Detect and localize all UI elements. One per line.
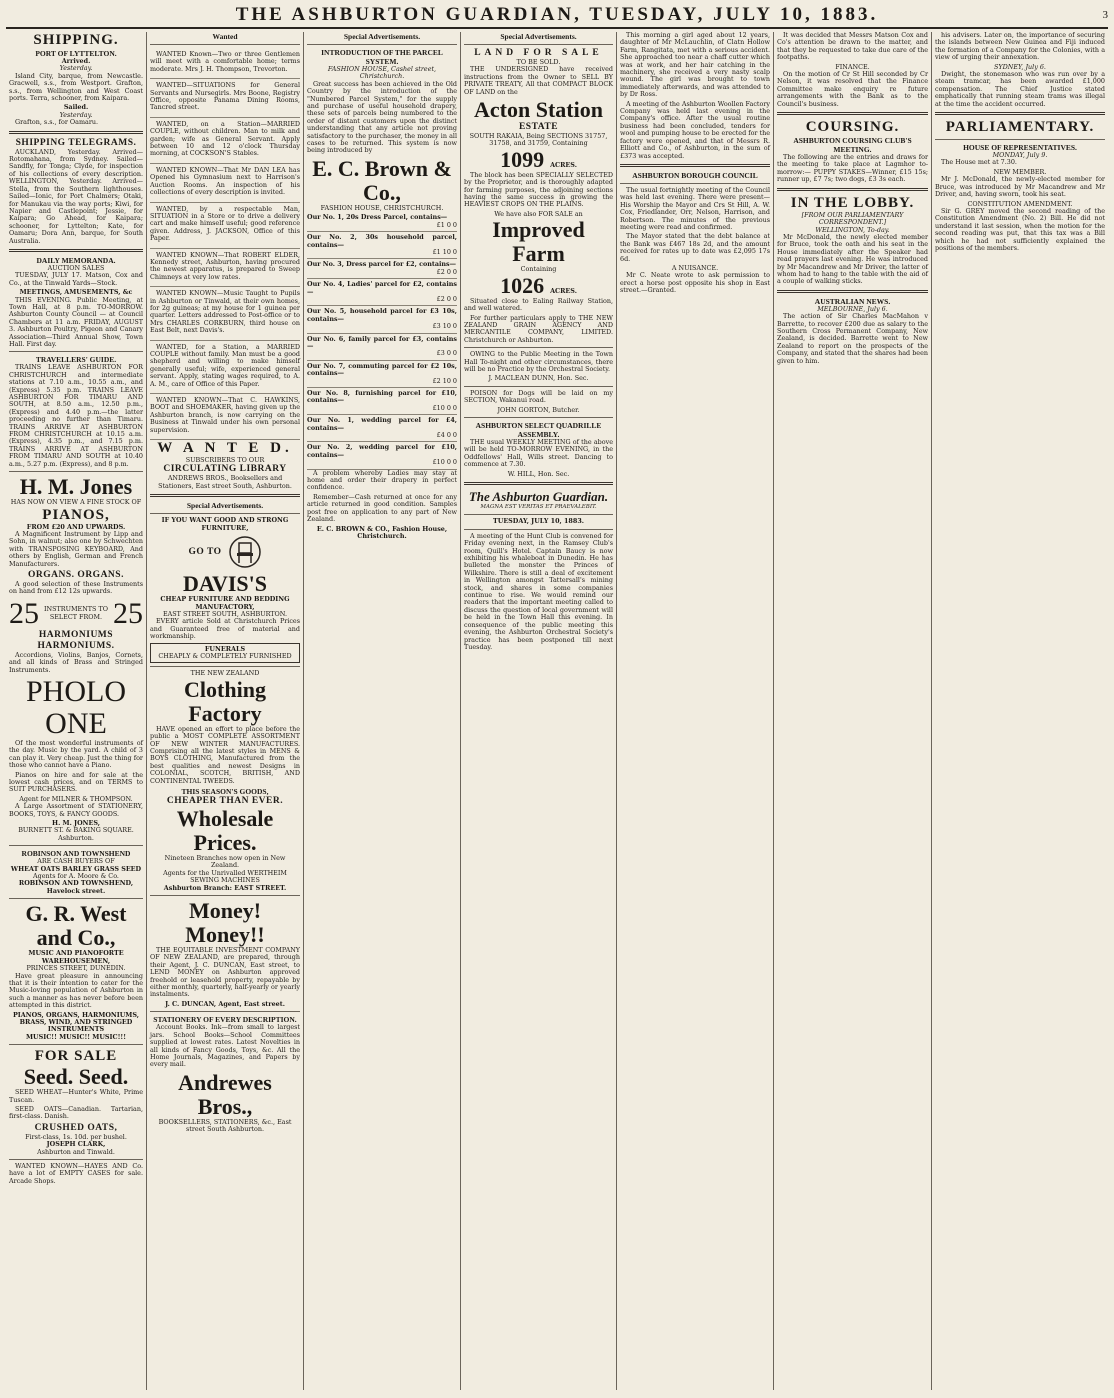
parcel-total: £3 0 0 xyxy=(436,349,457,358)
money-heading: Money! Money!! xyxy=(185,898,265,948)
wanted-ad-text: WANTED, for a Station, a MARRIED COUPLE without family. Man must be a good shepherd and willing to make himself generally useful; wife, experienced general servant. Apply, stating wages required, to A. A. M., care of Office of this Paper. xyxy=(150,342,300,388)
acres-number: 1099 xyxy=(500,146,545,172)
robinson-agents: Agents for A. Moore & Co. xyxy=(33,872,119,881)
improved-pre: We have also FOR SALE an xyxy=(494,209,583,218)
funerals-sub: CHEAPLY & COMPLETELY FURNISHED xyxy=(158,651,292,660)
coursing-heading: COURSING. xyxy=(805,119,900,136)
improved-heading: Improved Farm xyxy=(492,217,585,267)
house-heading: HOUSE OF REPRESENTATIVES. xyxy=(963,143,1077,153)
borough-text: The usual fortnightly meeting of the Council was held last evening. There were present—His Worship the Mayor and Crs St Hill, A. W. Cox, Friedlander, Orr, Nelson, Harrison, and Robertson. The minutes of the previous meeting were read and confirmed. xyxy=(620,185,770,231)
wanted-ad-text: WANTED KNOWN—That C. HAWKINS, BOOT and SHOEMAKER, having given up the Ashburton branch, is now carrying on the Business at Tinwald under his own personal supervision. xyxy=(150,396,300,434)
rule xyxy=(9,845,143,846)
jones-signature: H. M. JONES, xyxy=(52,819,100,828)
parcel-label: Our No. 8, furnishing parcel for £10, contains— xyxy=(307,389,457,405)
brown-name: E. C. Brown & Co., xyxy=(312,155,452,205)
rule xyxy=(464,529,613,530)
robinson-signature: ROBINSON AND TOWNSHEND, Havelock street. xyxy=(18,879,134,895)
newspaper-page xyxy=(6,4,1108,1392)
guardian-title: The Ashburton Guardian. xyxy=(468,489,609,504)
robinson-heading: ROBINSON AND TOWNSHEND xyxy=(21,849,131,859)
travellers-heading: TRAVELLERS' GUIDE. xyxy=(35,355,117,365)
parcel-entry xyxy=(307,388,457,415)
jones-sub: HAS NOW ON VIEW A FINE STOCK OF xyxy=(10,498,142,507)
parcel-entry xyxy=(307,279,457,306)
wanted-ad-text: WANTED, by a respectable Man, SITUATION in a Store or to drive a delivery cart and make himself useful; good reference given. Address, J. JACKSON, Office of this Paper. xyxy=(150,204,300,243)
parcel-heading: INTRODUCTION OF THE PARCEL SYSTEM. xyxy=(321,48,443,66)
parcel-total: £4 0 0 xyxy=(436,431,457,440)
constitution-heading: CONSTITUTION AMENDMENT. xyxy=(967,199,1073,208)
wanted-ad-text: WANTED, on a Station—MARRIED COUPLE, without children. Man to milk and garden; wife as General Servant. Apply between 10 and 12 o'clock Thursday morning, at COCKSON'S Stables. xyxy=(150,119,300,158)
lobby-sub: [FROM OUR PARLIAMENTARY CORRESPONDENT.] xyxy=(801,210,904,227)
column-2 xyxy=(147,32,303,1390)
masthead-title: THE ASHBURTON GUARDIAN, TUESDAY, JULY 10, 1883. xyxy=(235,4,879,25)
column-4 xyxy=(461,32,616,1390)
parcel-entry xyxy=(307,361,457,388)
coursing-text: The following are the entries and draws for the meeting to take place at Lagmhor to-morrow:— PUPPY STAKES—Winner, £15 15s; runner up, £7 7s; two dogs, £3 3s each. xyxy=(777,153,928,184)
finance-text: On the motion of Cr St Hill seconded by Cr Nelson, it was resolved that the Finance Committee make enquiry re future arrangements with the Bank as to the Council's business. xyxy=(777,70,928,108)
parcel-entry xyxy=(307,212,457,232)
nuisance-heading: A NUISANCE. xyxy=(671,263,719,272)
ashburton-branch: Ashburton Branch: EAST STREET. xyxy=(163,883,287,892)
instruments-count-right: 25 xyxy=(113,596,143,630)
brown-signature: E. C. BROWN & CO., Fashion House, Christchurch. xyxy=(316,524,448,540)
rule xyxy=(9,249,143,252)
davis-intro: IF YOU WANT GOOD AND STRONG FURNITURE, xyxy=(161,516,289,532)
parcel-total: £10 0 0 xyxy=(432,458,457,467)
stationery-heading: STATIONERY OF EVERY DESCRIPTION. xyxy=(153,1015,297,1025)
west-pianos: PIANOS, ORGANS, HARMONIUMS, BRASS, WIND, AND STRINGED INSTRUMENTS xyxy=(12,1010,139,1034)
andrews-sub: BOOKSELLERS, STATIONERS, &c., East street South Ashburton. xyxy=(158,1117,292,1134)
quadrille-heading: ASHBURTON SELECT QUADRILLE ASSEMBLY. xyxy=(475,420,602,439)
remember-text: Remember—Cash returned at once for any article returned in good condition. Samples post free on application to any part of New Zealand. xyxy=(307,492,457,524)
pholo-text: Of the most wonderful instruments of the day. Music by the yard. A child of 3 can play it. Very cheap. Just the thing for those who cannot have a Piano. xyxy=(9,738,143,770)
harmoniums-heading: HARMONIUMS HARMONIUMS. xyxy=(37,629,115,651)
wanted-ad-text: WANTED Known—Two or three Gentlemen will meet with a comfortable home; terms moderate. Mrs J. H. Thompson, Trevorton. xyxy=(150,50,300,73)
nuisance-text: Mr C. Neate wrote to ask permission to erect a horse post opposite his shop in East street.—Granted. xyxy=(620,271,770,295)
coursing-sub: ASHBURTON COURSING CLUB'S MEETING. xyxy=(793,136,912,155)
parcel-total: £2 0 0 xyxy=(436,267,457,276)
wanted-ad-text: WANTED KNOWN—Music Taught to Pupils in Ashburton or Tinwald, at their own homes, for 2g guineas; at my house for 1 guinea per quarter. Letters addressed to Post-office or to Mrs CHARLES CORKBURN, third house on East Belt, next Davis's. xyxy=(150,289,300,335)
column-1 xyxy=(6,32,146,1390)
davis-sub: CHEAP FURNITURE AND BEDDING MANUFACTORY, xyxy=(160,595,290,611)
acres-label: ACRES. xyxy=(550,160,577,169)
telegrams-text: AUCKLAND, Yesterday. Arrived—Rotomahana, from Sydney. Sailed—Sandfly, for Tonga; Clyde, for inspection of his collections of every description. WELLINGTON, Yesterday. Arrived—Stella, from the Southern lighthouses. Sailed—Ionic, for Port Chalmers; Otaki, for Manukau via the way ports; Kiwi, for Napier and Castlepoint; Jessie, for Kaipara; Go Ahead, for Kaipara; schooner, for Lyttelton; Kate, for Oamaru; Dora Ann, barque, for South Australia. xyxy=(9,147,143,245)
house-date: MONDAY, July 9. xyxy=(992,151,1048,160)
land-heading: LAND FOR SALE xyxy=(474,48,603,58)
leader-text: A meeting of the Hunt Club is convened for Friday evening next, in the Ramsey Club's room, Quill's Hotel. Captain Baucy is now exhibiting his whaleboat in Dunedin. He has bulleted the monster the Princes of Wilkshire. There is still a deal of excitement in Wellington amongst Tattersall's mining stock, and shares in some companies continue to rise. We would remind our readers that the important meeting called to discuss the question of local government will be held in the Town Hall this evening. In consequence of the public meeting this evening, the Ashburton Orchestral Society's practice has been postponed till next Tuesday. xyxy=(464,531,613,651)
estate-sub: SOUTH RAKAIA, Being SECTIONS 31757, 31758, and 31759, Containing xyxy=(469,132,608,148)
west-name: G. R. West and Co., xyxy=(25,901,127,951)
parcel-total: £2 10 0 xyxy=(432,376,457,385)
parcel-entry xyxy=(307,259,457,279)
quadrille-signature: W. HILL, Hon. Sec. xyxy=(507,469,570,478)
crushed-sub: First-class, 1s. 10d. per bushel. xyxy=(25,1132,127,1141)
instruments-text: INSTRUMENTS TO SELECT FROM. xyxy=(44,605,108,621)
special-heading: Special Advertisements. xyxy=(343,32,421,41)
parcel-label: Our No. 3, Dress parcel for £2, contains— xyxy=(307,260,457,269)
agency-text: For further particulars apply to THE NEW ZEALAND GRAIN AGENCY AND MERCANTILE COMPANY, LIMITED. Christchurch or Ashburton. xyxy=(464,313,613,344)
improved-sub: Containing xyxy=(520,265,557,274)
engineer-text: The Mayor stated that the debt balance at the Bank was £467 18s 2d, and the amount received for rates up to date was £2,095 17s 6d. xyxy=(620,232,770,263)
agent-text: Agent for MILNER & THOMPSON. xyxy=(19,794,133,803)
column-5 xyxy=(617,32,773,1390)
wanted-heading: Wanted xyxy=(212,32,238,41)
rule xyxy=(9,1159,143,1160)
rule xyxy=(464,482,613,485)
col6-text-a: It was decided that Messrs Matson Cox and Co's attention be drawn to the matter, and that they be requested to take due care of the footpaths. xyxy=(777,32,928,62)
improved-acres: 1026 xyxy=(500,272,545,298)
wanted-ad xyxy=(150,79,300,118)
pholo-heading: PHOLO ONE xyxy=(25,674,126,740)
finance-heading: FINANCE. xyxy=(835,62,870,71)
estate-heading: ESTATE xyxy=(518,122,559,133)
wanted-ad-text: WANTED KNOWN—That ROBERT ELDER, Kennedy street, Ashburton, having procured the newest apparatus, is prepared to Sweep Chimneys at very low rates. xyxy=(150,250,300,281)
col7-text-a: his advisers. Later on, the importance of securing the islands between New Guinea and Fiji induced the formation of a Company for the Colonies, with a view of urging their annexation. xyxy=(935,32,1105,62)
rule xyxy=(9,351,143,352)
davis-address: EAST STREET SOUTH, ASHBURTON. xyxy=(163,609,287,618)
land-text: THE UNDERSIGNED have received instructions from the Owner to SELL BY PRIVATE TREATY, All that COMPACT BLOCK OF LAND on the xyxy=(464,65,613,96)
port-heading: PORT OF LYTTELTON. xyxy=(35,49,117,58)
telegrams-heading: SHIPPING TELEGRAMS. xyxy=(15,137,137,148)
meetings-heading: MEETINGS, AMUSEMENTS, &c xyxy=(19,288,133,297)
rule xyxy=(150,44,300,45)
sydney-date: SYDNEY, July 6. xyxy=(994,62,1046,71)
parcel-list xyxy=(307,212,457,469)
acres-row xyxy=(464,148,613,172)
sailed-date: Yesterday. xyxy=(59,110,93,119)
music-banner: MUSIC!! MUSIC!! MUSIC!!! xyxy=(25,1032,127,1041)
parcel-label: Our No. 2, wedding parcel for £10, contains— xyxy=(307,443,457,459)
quadrille-text: THE usual WEEKLY MEETING of the above will be held TO-MORROW EVENING, in the Oddfellows' Hall, Wills street. Dancing to commence at 7.30. xyxy=(464,437,613,469)
wanted-ad-text: WANTED—SITUATIONS for General Servants and Nursegirls. Mrs Boone, Registry Office, opposite Panama Dining Rooms, Tancred street. xyxy=(150,81,300,112)
parcel-entry xyxy=(307,442,457,469)
poison-text: POISON for Dogs will be laid on my SECTION, Wakanui road. xyxy=(464,388,613,405)
jones-address: BURNETT ST. & BAKING SQUARE. Ashburton. xyxy=(18,826,134,842)
parliament-heading: PARLIAMENTARY. xyxy=(945,119,1095,136)
column-6 xyxy=(774,32,931,1390)
wanted-ad xyxy=(150,394,300,440)
crushed-heading: CRUSHED OATS, xyxy=(34,1122,118,1133)
west-address: PRINCES STREET, DUNEDIN. xyxy=(26,964,126,973)
sailed-text: Grafton, s.s., for Oamaru. xyxy=(15,118,99,127)
rule xyxy=(464,514,613,515)
brown-sub: FASHION HOUSE, CHRISTCHURCH. xyxy=(320,203,444,212)
col5-text-b: A meeting of the Ashburton Woollen Factory Company was held last evening in the Company's office. After the usual routine business had been concluded, tenders for wool and pumping house to be erected for the factory were opened, and that of Messrs R. Elliott and Co., of Ashburton, in the sum of £373 was accepted. xyxy=(620,99,771,160)
parcel-total: £1 10 0 xyxy=(432,247,457,256)
shipping-heading: SHIPPING. xyxy=(33,32,119,48)
auction-heading: AUCTION SALES xyxy=(47,263,105,272)
arrived-heading: Arrived. xyxy=(61,57,91,65)
sydney-text: Dwight, the stonemason who was run over by a steam tramcar, has been awarded £1,000 compensation. The Chief Justice stated emphatically that running steam trams was illegal at the time the accident occurred. xyxy=(935,70,1105,108)
parcel-text: Great success has been achieved in the Old Country by the introduction of the "Numbered Parcel System," for the supply and purchase of useful household drapery, these sets of parcels being numbered to the order of distant customers upon the distinct understanding that any article not proving satisfactory to the purchaser, the money in all cases to be returned. This system is now being introduced by xyxy=(307,79,457,155)
accordions-text: Accordions, Violins, Banjos, Cornets, and all kinds of Brass and Stringed Instruments. xyxy=(9,650,143,674)
column-7 xyxy=(932,32,1108,1390)
library-heading: CIRCULATING LIBRARY xyxy=(163,464,287,475)
rule xyxy=(464,44,613,45)
west-text: Have great pleasure in announcing that it is their intention to cater for the Music-loving population of Ashburton in such a manner as has never before been attempted in this district. xyxy=(9,971,143,1010)
rule xyxy=(150,666,300,667)
meetings-text: THIS EVENING. Public Meeting, at Town Hall, at 8 p.m. TO-MORROW. Ashburton County Council — at Council Chambers at 11 a.m. FRIDAY, AUGUST 3. Ashburton Poultry, Pigeon and Canary Association—Third Annual Show, Town Hall. First day. xyxy=(9,295,143,348)
wanted-big-heading: W A N T E D. xyxy=(157,440,293,457)
seed-wheat: SEED WHEAT—Hunter's White, Prime Tuscan. xyxy=(9,1088,143,1104)
guardian-date: TUESDAY, JULY 10, 1883. xyxy=(492,517,584,526)
wertheim-text: Agents for the Unrivalled WERTHEIM SEWING MACHINES xyxy=(163,868,287,885)
duncan-signature: J. C. DUNCAN, Agent, East street. xyxy=(165,999,285,1008)
sailed-heading: Sailed. xyxy=(63,103,89,112)
wanted-ad xyxy=(150,249,300,288)
poison-signature: JOHN GORTON, Butcher. xyxy=(497,405,580,414)
parcel-entry xyxy=(307,334,457,361)
subscribers-text: SUBSCRIBERS TO OUR xyxy=(185,456,265,465)
for-sale-heading: FOR SALE xyxy=(34,1048,118,1065)
lobby-text: Mr McDonald, the newly elected member for Bruce, took the oath and his seat in the House immediately after the Speaker had read prayers last evening. He was introduced by Mr Macandrew and Mr Driver, the latter of whom had to hang to the table with the aid of a couple of walking sticks. xyxy=(777,232,928,286)
col5-text-a: This morning a girl aged about 12 years, daughter of Mr McLauchlin, of Clatn Hollow Farm, Rangitata, met with a serious accident. She approached too near a chaff cutter which was at work, and her hair catching in the machinery, she received a very nasty scalp wound. The girl was brought to town immediately afterwards, and was attended to by Dr Ross. xyxy=(620,32,770,99)
parcel-total: £10 0 0 xyxy=(432,403,457,412)
land-address: TO BE SOLD. xyxy=(516,58,561,66)
masthead-rule xyxy=(6,27,1108,29)
australian-heading: AUSTRALIAN NEWS. xyxy=(814,296,891,306)
parcel-total: £2 0 0 xyxy=(436,294,457,303)
column-3 xyxy=(304,32,460,1390)
auction-text: TUESDAY, JULY 17. Matson, Cox and Co., at the Tinwald Yards—Stock. xyxy=(9,271,143,287)
robinson-sub: ARE CASH BUYERS OF xyxy=(37,857,115,866)
wanted-ad xyxy=(150,287,300,340)
west-sub: MUSIC AND PIANOFORTE WAREHOUSEMEN, xyxy=(28,949,124,965)
instruments-count-left: 25 xyxy=(9,596,39,630)
chair-emblem-icon xyxy=(228,535,262,569)
rule xyxy=(150,1011,300,1012)
organs-heading: ORGANS. ORGANS. xyxy=(28,569,124,580)
rule xyxy=(620,164,770,167)
parcel-label: Our No. 5, household parcel for £3 10s, contains— xyxy=(307,307,457,323)
rule xyxy=(9,131,143,134)
parcel-label: Our No. 6, family parcel for £3, contains— xyxy=(307,334,457,350)
seed-oats: SEED OATS—Canadian. Tartarian, first-class. Danish. xyxy=(9,1104,143,1121)
clothing-text: HAVE opened an effort to place before the public a MOST COMPLETE ASSORTMENT OF NEW WINTER MANUFACTURES. Comprising all the latest styles in MENS & BOYS CLOTHING, Manufactured from the best qualities and newest Designs in COLONIAL, SCOTCH, BRITISH, AND CONTINENTAL TWEEDS. xyxy=(150,724,300,785)
acton-heading: Acton Station xyxy=(474,97,603,123)
funerals-box xyxy=(150,643,300,664)
guardian-motto: MAGNA EST VERITAS ET PRAEVALEBIT. xyxy=(480,504,597,510)
rule xyxy=(464,417,613,418)
borough-heading: ASHBURTON BOROUGH COUNCIL xyxy=(632,170,758,180)
pianos-hire-text: Pianos on hire and for sale at the lowest cash prices, and on TERMS to SUIT PURCHASERS. xyxy=(9,770,143,794)
clothing-name: Clothing Factory xyxy=(184,676,266,726)
parcel-label: Our No. 1, 20s Dress Parcel, contains— xyxy=(307,213,448,222)
parcel-entry xyxy=(307,415,457,442)
wanted-ad-text: WANTED KNOWN—That Mr DAN LEA has Opened his Gymnasium next to Harrison's Auction Rooms. An inspection of his collections of every description is invited. xyxy=(150,165,300,197)
organs-text: A good selection of these Instruments on hand from £12 12s upwards. xyxy=(9,579,143,596)
instruments-row xyxy=(9,598,143,630)
rule xyxy=(464,386,613,387)
rule xyxy=(620,183,770,184)
clark-name: JOSEPH CLARK, xyxy=(46,1140,106,1149)
travellers-text: TRAINS LEAVE ASHBURTON FOR CHRISTCHURCH and intermediate stations at 7.10 a.m., 10.55 a.m., and (Express) 5.35 p.m. TRAINS LEAVE ASHBURTON FOR TIMARU AND SOUTH, at 8.50 a.m., 12.50 p.m., (Express) and 4.40 p.m.—the latter proceeding no further than Timaru. TRAINS ARRIVE AT ASHBURTON FROM CHRISTCHURCH at 10.15 a.m. (Express), 4.35 p.m., and 7.15 p.m. TRAINS ARRIVE AT ASHBURTON FROM TIMARU AND SOUTH at 10.40 a.m., 5.27 p.m. (Express), and 8 p.m. xyxy=(9,363,143,468)
davis-text: EVERY article Sold at Christchurch Prices and Guaranteed free of material and workmanship. xyxy=(150,617,300,641)
parcel-label: Our No. 7, commuting parcel for £2 10s, contains— xyxy=(307,361,457,378)
wholesale-heading: Wholesale Prices. xyxy=(176,806,274,855)
library-signature: ANDREWS BROS., Booksellers and Stationers, East street South, Ashburton. xyxy=(158,474,292,490)
constitution-text: Sir G. GREY moved the second reading of the Constitution Amendment (No. 2) Bill. He did not understand it last session, when the motion for the second reading was put, that this tax was a Bill which he had not sufficiently explained the positions of the members. xyxy=(935,206,1105,252)
stationery-text: A Large Assortment of STATIONERY, BOOKS, TOYS, & FANCY GOODS. xyxy=(9,802,143,818)
pianos-from: FROM £20 AND UPWARDS. xyxy=(26,522,126,531)
parcel-label: Our No. 2, 30s household parcel, contains— xyxy=(307,233,457,249)
australian-text: The action of Sir Charles MacMahon v Barrette, to recover £200 due as salary to the Southern Cross Permanent Company, New Zealand, is decided. Barrette went to New Zealand to report on the prospects of the Company, and stated that the shares had been given to him. xyxy=(777,312,928,365)
page-number: 3 xyxy=(1102,9,1108,21)
jones-text: A Magnificent Instrument by Lipp and Sohn, in walnut; also one by Schwechten with TRANSPOSING KEYBOARD, And others by English, German and French Manufacturers. xyxy=(9,529,143,568)
davis-logo-row xyxy=(150,535,300,569)
lobby-heading: IN THE LOBBY. xyxy=(790,194,915,211)
rule xyxy=(777,112,928,115)
wanted-ad xyxy=(150,48,300,79)
acres-label: ACRES. xyxy=(550,286,577,295)
robinson-items: WHEAT OATS BARLEY GRASS SEED xyxy=(10,864,142,873)
lobby-date: WELLINGTON, To-day. xyxy=(815,225,890,234)
parcel-total: £1 0 0 xyxy=(436,220,457,229)
new-member-heading: NEW MEMBER. xyxy=(993,167,1047,176)
funerals-heading: FUNERALS xyxy=(204,644,246,653)
parcel-entry xyxy=(307,306,457,333)
wanted-ad xyxy=(150,118,300,164)
clark-address: Ashburton and Tinwald. xyxy=(37,1147,115,1156)
stationery-text: Account Books. Ink—from small to largest jars. School Books—School Committees supplied at lowest rates. Latest Novelties in all kinds of Fancy Goods, Toys, &c. All the Home Journals, Magazines, and Papers by every mail. xyxy=(150,1023,300,1069)
rule xyxy=(9,898,143,899)
parcel-entry xyxy=(307,232,457,259)
rule xyxy=(150,494,300,497)
parcel-label: Our No. 1, wedding parcel for £4, contains— xyxy=(307,416,457,432)
rule xyxy=(9,1044,143,1045)
parcel-label: Our No. 4, Ladies' parcel for £2, contains— xyxy=(307,280,457,296)
arrived-date: Yesterday. xyxy=(59,64,93,73)
rule xyxy=(464,347,613,348)
rule xyxy=(150,895,300,896)
rule xyxy=(935,139,1105,140)
improved-text: Situated close to Ealing Railway Station, and well watered. xyxy=(464,296,613,313)
improved-acres-row xyxy=(464,274,613,298)
arrived-text: Island City, barque, from Newcastle. Gracwell, s.s., from Westport. Grafton, s.s., from Wellington and West Coast ports. Terra, schooner, from Kaipara. xyxy=(9,71,143,103)
rule xyxy=(777,290,928,293)
pianos-heading: PIANOS, xyxy=(42,506,110,523)
memoranda-heading: DAILY MEMORANDA. xyxy=(36,255,116,265)
jones-name: H. M. Jones xyxy=(19,474,133,500)
rule xyxy=(935,112,1105,115)
davis-name: DAVIS'S xyxy=(183,571,267,597)
money-text: THE EQUITABLE INVESTMENT COMPANY OF NEW ZEALAND, are prepared, through their Agent, J. C. DUNCAN, East street, to LEND MONEY on Ashburton approved freehold or leasehold property, repayable by either monthly, quarterly, half-yearly or yearly instalments. xyxy=(150,946,300,999)
parcel-address: FASHION HOUSE, Cashel street, Christchurch. xyxy=(327,65,437,81)
rule xyxy=(150,513,300,514)
special-heading: Special Advertisements. xyxy=(186,501,264,511)
rule xyxy=(777,188,928,191)
rule xyxy=(9,471,143,472)
clothing-pre: THE NEW ZEALAND xyxy=(190,669,260,678)
wanted-ad xyxy=(150,164,300,203)
wholesale-text: Nineteen Branches now open in New Zealand. xyxy=(164,854,286,870)
andrews-name: Andrewes Bros., xyxy=(178,1069,272,1119)
special-heading: Special Advertisements. xyxy=(500,32,577,41)
parcel-total: £3 10 0 xyxy=(432,322,457,331)
australian-date: MELBOURNE, July 6. xyxy=(817,304,888,313)
owing-text: OWING to the Public Meeting in the Town Hall To-night and other circumstances, there will be no Practice by the Orchestral Society. xyxy=(464,350,613,373)
seed-heading: Seed. Seed. xyxy=(23,1064,129,1090)
new-member-text: Mr J. McDonald, the newly-elected member for Bruce, was introduced by Mr Macandrew and Mr Driver, and, having sworn, took his seat. xyxy=(935,175,1105,199)
davis-goto: GO TO xyxy=(188,546,222,557)
clothing-season: THIS SEASON'S GOODS, xyxy=(181,787,269,796)
problem-text: A problem whereby Ladies may stay at home and order their drapery in perfect confidence. xyxy=(307,468,457,492)
owing-signature: J. MACLEAN DUNN, Hon. Sec. xyxy=(488,374,589,383)
acton-text: The block has been SPECIALLY SELECTED by the Proprietor, and is thoroughly adapted for farming purposes, the adjoining sections having the same success in growing the HEAVIEST CROPS ON THE PLAINS. xyxy=(464,170,613,209)
rule xyxy=(307,44,457,45)
wanted-ad xyxy=(150,341,300,394)
wanted-ad xyxy=(150,203,300,249)
masthead xyxy=(6,4,1108,26)
house-text: The House met at 7.30. xyxy=(941,158,1017,167)
wanted-footer: WANTED KNOWN—HAYES AND Co. have a lot of EMPTY CASES for sale. Arcade Shops. xyxy=(9,1162,143,1185)
clothing-cheaper: CHEAPER THAN EVER. xyxy=(166,796,284,806)
